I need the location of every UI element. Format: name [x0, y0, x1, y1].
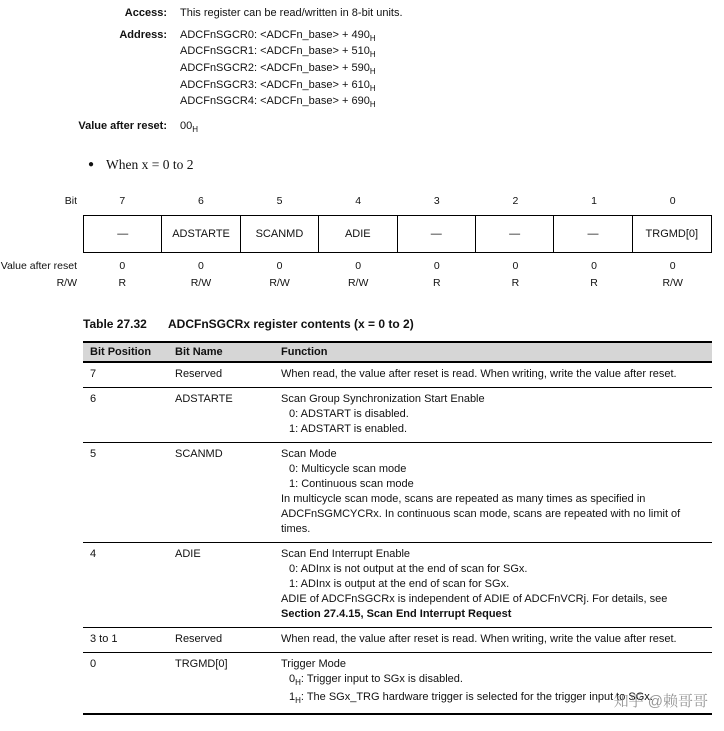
table-row [83, 387, 712, 442]
bit-position-cell: 5 [83, 442, 168, 542]
function-line: Scan Mode [281, 447, 337, 460]
function-cell [274, 442, 712, 542]
rw-value-cell: R/W [347, 276, 369, 289]
bit-number-cell: 3 [433, 194, 440, 207]
bit-name-cell: Reserved [175, 367, 223, 380]
function-line: 1: ADSTART is enabled. [289, 422, 408, 435]
bit-number-cell: 4 [355, 194, 362, 207]
table-caption [83, 317, 724, 331]
function-cell [274, 542, 712, 627]
function-line: 1: Continuous scan mode [289, 477, 414, 490]
reset-value-cell: 0 [355, 259, 362, 272]
function-line: ADIE of ADCFnSGCRx is independent of ADIE of ADCFnVCRj. For details, see Section 27.4.15, Scan End Interrupt Request [281, 592, 668, 620]
rw-label: R/W [56, 276, 77, 289]
reset-value-cell: 0 [198, 259, 204, 272]
reset-values-row [0, 260, 724, 272]
bullet-icon: ● [88, 159, 95, 171]
bit-position-cell: 4 [83, 542, 168, 627]
function-line: Scan Group Synchronization Start Enable [281, 392, 485, 405]
bit-number-cell: 1 [591, 194, 597, 207]
bit-position-cell: 3 to 1 [83, 627, 168, 652]
bit-number-cell: 5 [276, 194, 283, 207]
register-contents-table [83, 341, 712, 715]
function-line: $0_H$: Trigger input to SGx is disabled. [289, 672, 463, 687]
bit-number-cell: 0 [669, 194, 676, 207]
bit-name-cell: ADIE [168, 542, 274, 627]
rw-value-cell: R [511, 276, 520, 289]
bit-numbers [83, 195, 712, 207]
bit-field-box [83, 215, 712, 253]
access-value: This register can be read/written in 8-bit units. [180, 7, 403, 19]
rw-value-cell: R/W [662, 276, 683, 289]
col-header-function: Function [274, 342, 712, 362]
address-row [0, 29, 724, 112]
table-caption-number: Table 27.32 [83, 316, 147, 331]
function-line: When read, the value after reset is read. When writing, write the value after reset. [281, 367, 677, 380]
bit-field-cell: — [476, 216, 554, 252]
bit-field-cell: ADSTARTE [162, 216, 240, 252]
rw-value-cell: R [590, 276, 598, 289]
bit-number-cell: 2 [512, 194, 519, 207]
address-line: ADCFnSGCR4: <ADCFn_base> + $690_H$ [180, 95, 376, 110]
reset-value-cell: 0 [669, 259, 676, 272]
bullet-note [88, 157, 724, 173]
bit-row-label: Bit [64, 194, 77, 207]
value-after-reset-label: Value after reset: [78, 119, 167, 132]
reset-value-cell: 0 [276, 259, 283, 272]
bit-name-cell: ADSTARTE [168, 387, 274, 442]
bit-position-cell: 7 [90, 367, 97, 380]
address-line: ADCFnSGCR1: <ADCFn_base> + $510_H$ [180, 45, 376, 60]
bit-field-diagram [0, 195, 724, 289]
col-header-bit-position: Bit Position [83, 342, 168, 362]
reset-value-cell: 0 [433, 259, 440, 272]
function-line: 1: ADInx is output at the end of scan for SGx. [289, 577, 510, 590]
bit-name-cell: Reserved [168, 627, 274, 652]
access-label: Access: [124, 7, 167, 19]
bit-field-cell: ADIE [319, 216, 397, 252]
bit-position-cell: 6 [83, 387, 168, 442]
address-line: ADCFnSGCR3: <ADCFn_base> + $610_H$ [180, 78, 376, 93]
function-line: 0: ADSTART is disabled. [289, 407, 409, 420]
rw-value-cell: R [118, 276, 127, 289]
bit-name-cell: SCANMD [168, 442, 274, 542]
function-line: $1_H$: The SGx_TRG hardware trigger is selected for the trigger input to SGx. [289, 690, 653, 705]
function-line: Scan End Interrupt Enable [281, 547, 411, 560]
reset-values [83, 260, 712, 272]
rw-value-cell: R/W [269, 276, 290, 289]
reset-row [0, 120, 724, 137]
table-caption-title: ADCFnSGCRx register contents (x = 0 to 2) [168, 316, 414, 331]
address-list [180, 29, 376, 112]
bit-field-cell: — [398, 216, 476, 252]
table-row [83, 627, 712, 652]
rw-value-cell: R/W [190, 276, 212, 289]
address-line: ADCFnSGCR2: <ADCFn_base> + $590_H$ [180, 61, 376, 77]
function-line: 0: Multicycle scan mode [289, 462, 407, 475]
address-line: ADCFnSGCR0: <ADCFn_base> + $490_H$ [180, 28, 376, 43]
bit-field-cell: — [554, 216, 632, 252]
table-row [83, 542, 712, 627]
bit-field-cell: TRGMD[0] [645, 227, 699, 240]
table-row [83, 442, 712, 542]
reset-value-cell: 0 [591, 259, 597, 272]
function-line: Trigger Mode [281, 657, 347, 670]
bit-position-cell: 0 [83, 652, 168, 714]
reset-value-cell: 0 [119, 259, 126, 272]
function-line: In multicycle scan mode, scans are repeated as many times as specified in ADCFnSGMCYCRx. In continuous scan mode, scans are repeated with no limit of times. [281, 492, 681, 535]
address-label: Address: [119, 28, 167, 41]
function-line: 0: ADInx is not output at the end of scan for SGx. [289, 562, 528, 575]
rw-row [0, 277, 724, 289]
reset-values-label: Value after reset [0, 259, 77, 272]
function-cell [274, 627, 712, 652]
table-header-row [83, 342, 712, 362]
col-header-bit-name: Bit Name [168, 342, 274, 362]
bullet-text: When x = 0 to 2 [106, 156, 194, 172]
bit-field-cell: — [84, 216, 162, 252]
register-info [0, 7, 724, 137]
table-row [83, 362, 712, 388]
bit-number-cell: 6 [198, 194, 204, 207]
function-cell [274, 387, 712, 442]
function-line: When read, the value after reset is read. When writing, write the value after reset. [281, 632, 677, 645]
bit-field-cell: SCANMD [241, 216, 319, 252]
value-after-reset-value: $00_H$ [180, 119, 199, 135]
function-cell [274, 362, 712, 388]
bit-number-row [0, 195, 724, 207]
access-row [0, 7, 724, 21]
rw-value-cell: R [433, 276, 441, 289]
bit-field-row [0, 215, 724, 253]
bit-number-cell: 7 [119, 194, 126, 207]
rw-values [83, 277, 712, 289]
reset-value-cell: 0 [512, 259, 519, 272]
bit-name-cell: TRGMD[0] [168, 652, 274, 714]
watermark: 知乎 @赖哥哥 [613, 693, 708, 710]
